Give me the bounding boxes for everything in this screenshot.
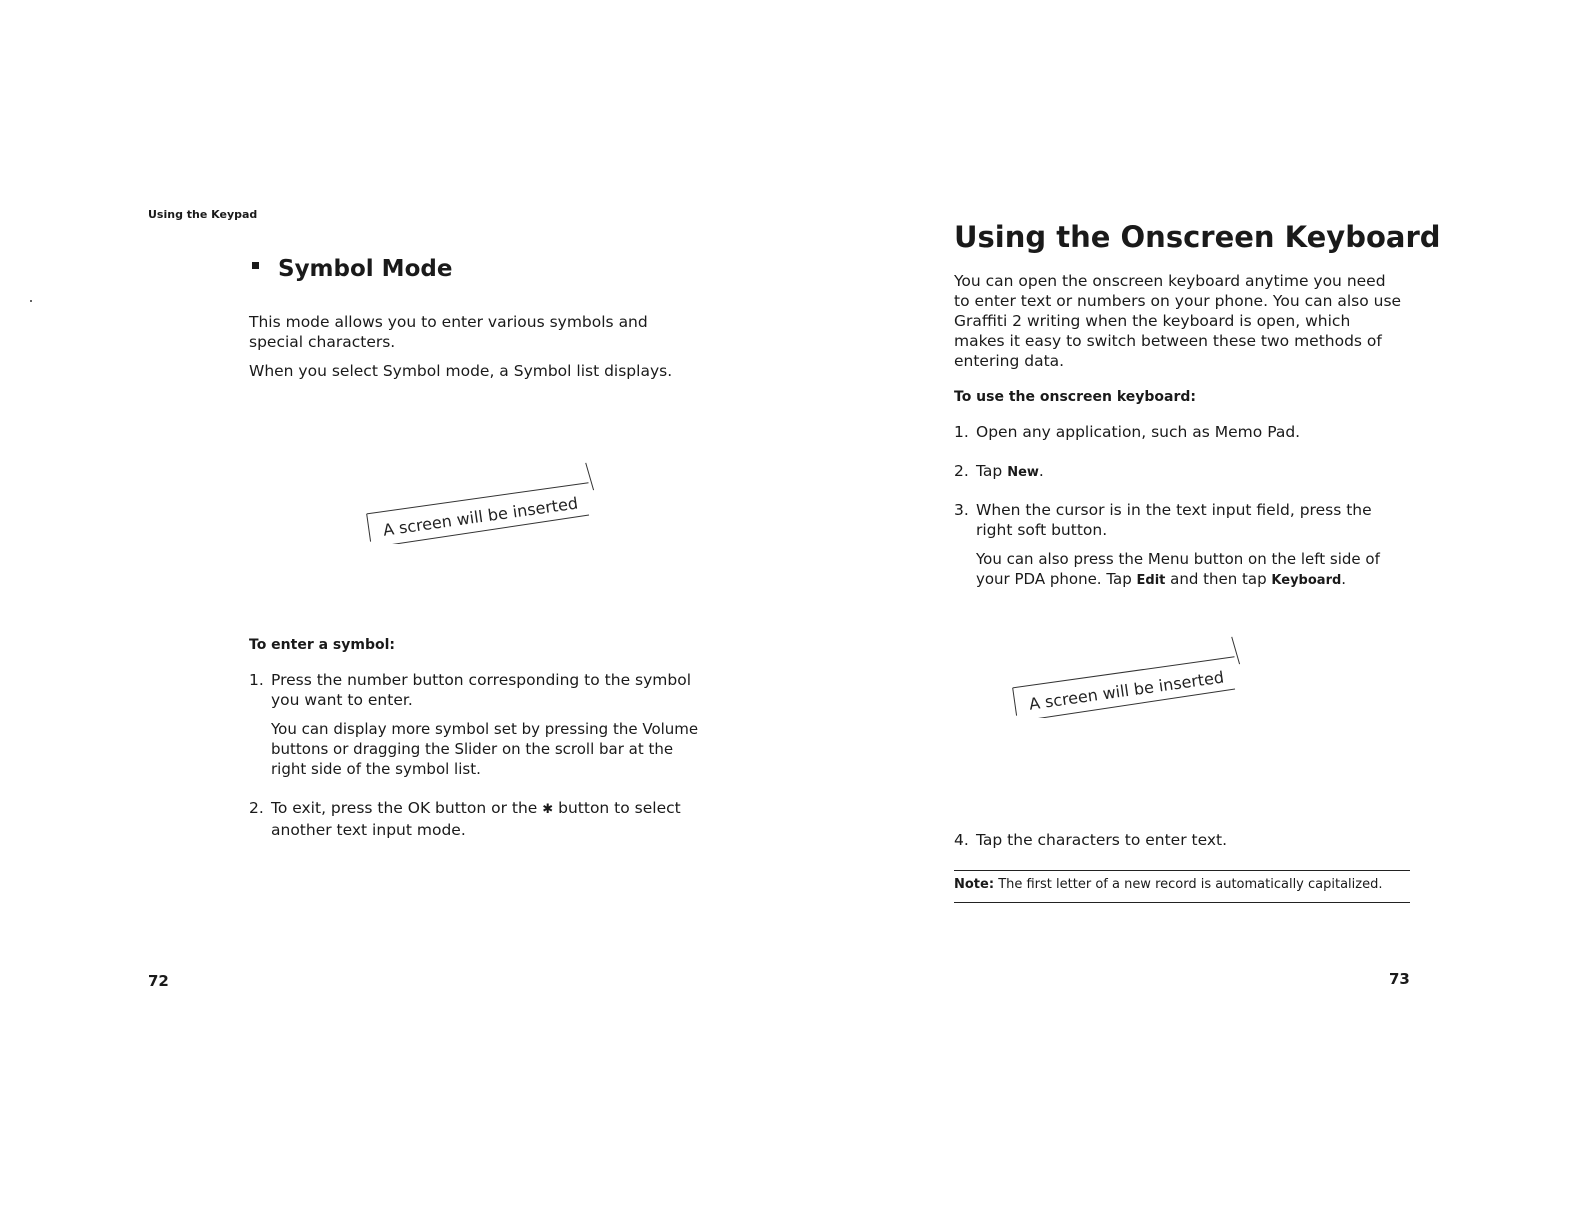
step-number: 4.	[954, 831, 969, 849]
step-text: Tap the characters to enter text.	[976, 831, 1228, 849]
section-title: Symbol Mode	[278, 256, 453, 282]
step-item	[954, 830, 1404, 850]
note	[954, 877, 1382, 892]
procedure-heading: To use the onscreen keyboard:	[954, 389, 1196, 405]
star-icon: ✱	[542, 802, 554, 817]
placeholder-caption: A screen will be inserted	[1027, 667, 1226, 714]
step-subtext-part: and then tap	[1170, 570, 1267, 588]
step-item	[954, 422, 1404, 442]
page-title: Using the Onscreen Keyboard	[954, 220, 1441, 254]
keyword-new: New	[1007, 465, 1039, 480]
step-number: 1.	[249, 671, 264, 689]
step-text: Press the number button corresponding to the symbol you want to enter.	[271, 671, 692, 709]
step-text: .	[1038, 462, 1044, 480]
page-number-right: 73	[1389, 970, 1410, 988]
step-text: Open any application, such as Memo Pad.	[976, 423, 1301, 441]
page-number-left: 72	[148, 972, 169, 990]
step-number: 1.	[954, 423, 969, 441]
running-head: Using the Keypad	[148, 208, 258, 221]
step-subtext-part: You can also press the Menu button on the left side of your PDA phone. Tap	[976, 550, 1380, 588]
screen-placeholder-image	[1004, 632, 1249, 718]
note-rule-bottom	[954, 902, 1410, 903]
note-label: Note:	[954, 877, 995, 892]
note-text: The first letter of a new record is automatically capitalized.	[998, 877, 1383, 892]
step-number: 2.	[249, 799, 264, 817]
step-number: 3.	[954, 501, 969, 519]
step-number: 2.	[954, 462, 969, 480]
section-bullet-icon	[252, 262, 259, 269]
step-text: When the cursor is in the text input field, press the right soft button.	[976, 501, 1372, 539]
keyword-keyboard: Keyboard	[1271, 573, 1342, 588]
step-text: Tap	[976, 462, 1003, 480]
step-text: To exit, press the OK button or the	[271, 799, 538, 817]
step-item	[954, 461, 1404, 483]
placeholder-caption: A screen will be inserted	[381, 493, 580, 540]
intro-paragraph-2: When you select Symbol mode, a Symbol list displays.	[249, 362, 673, 380]
step-text: button to select another text input mode.	[271, 799, 681, 839]
step-item	[249, 670, 699, 779]
screen-placeholder-image	[358, 458, 603, 544]
step-subtext	[954, 549, 1404, 591]
intro-paragraph-1: This mode allows you to enter various symbols and special characters.	[249, 313, 648, 351]
stray-mark	[30, 300, 32, 302]
procedure-heading: To enter a symbol:	[249, 637, 396, 653]
intro-paragraph: You can open the onscreen keyboard anytime you need to enter text or numbers on your phone. You can also use Graffiti 2 writing when the keyboard is open, which makes it easy to switch between these two methods of entering data.	[954, 272, 1402, 370]
step-subtext: You can display more symbol set by pressing the Volume buttons or dragging the Slider on the scroll bar at the right side of the symbol list.	[271, 720, 699, 778]
step-item	[954, 500, 1404, 591]
note-rule-top	[954, 870, 1410, 871]
keyword-edit: Edit	[1136, 573, 1166, 588]
step-subtext-part: .	[1341, 570, 1347, 588]
step-item	[249, 798, 699, 840]
